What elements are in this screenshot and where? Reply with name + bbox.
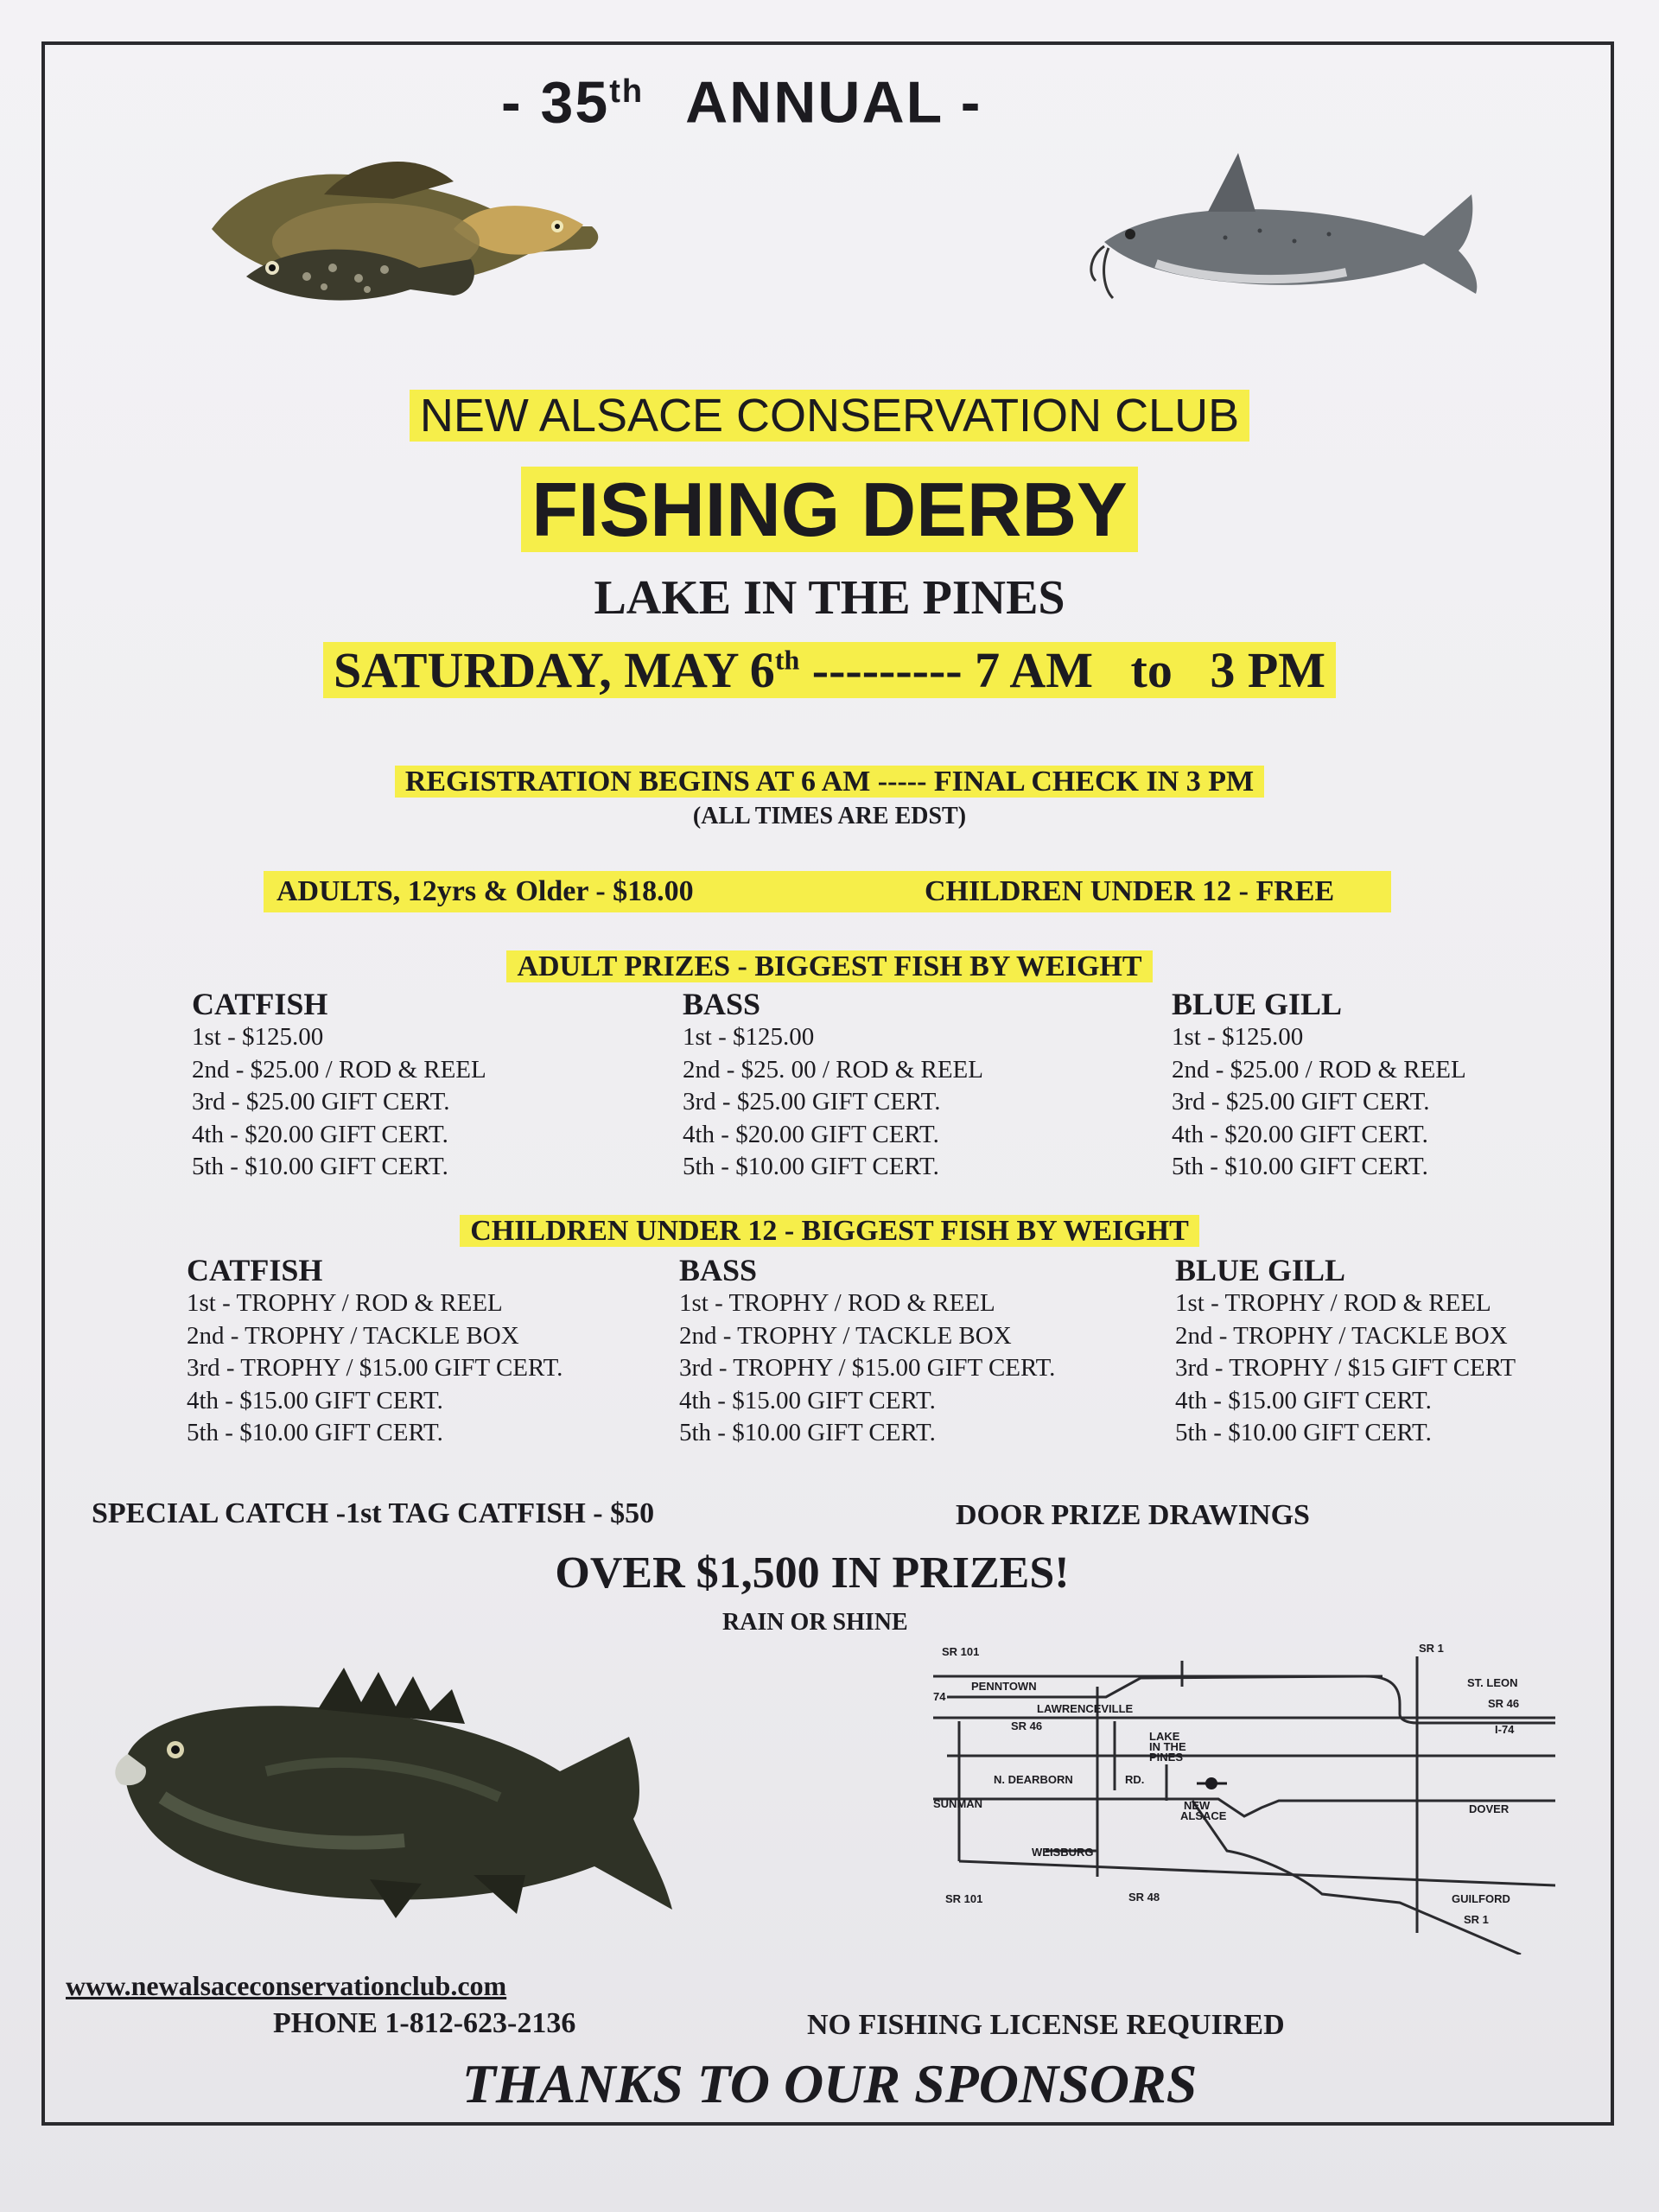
event-title <box>0 462 1659 557</box>
column-heading: CATFISH <box>187 1253 323 1287</box>
adult-prizes-title-text: ADULT PRIZES - BIGGEST FISH BY WEIGHT <box>506 950 1152 982</box>
website-link[interactable]: www.newalsaceconservationclub.com <box>66 1970 507 2001</box>
prize-line: 2nd - $25. 00 / ROD & REEL <box>683 1055 983 1084</box>
directions-map <box>933 1635 1555 1955</box>
prize-line: 2nd - TROPHY / TACKLE BOX <box>679 1321 1012 1350</box>
children-catfish-column <box>187 1253 563 1450</box>
club-name <box>0 387 1659 444</box>
map-label: ALSACE <box>1180 1809 1227 1822</box>
prize-line: 4th - $20.00 GIFT CERT. <box>192 1120 448 1148</box>
prize-line: 5th - $10.00 GIFT CERT. <box>187 1419 443 1446</box>
date-line <box>0 629 1659 702</box>
rain-or-shine: RAIN OR SHINE <box>722 1609 908 1636</box>
fees-children: CHILDREN UNDER 12 - FREE <box>925 875 1335 907</box>
road-dover <box>933 1799 1555 1816</box>
annual-prefix: - 35 <box>501 69 610 136</box>
fees-adults: ADULTS, 12yrs & Older - $18.00 <box>276 875 694 907</box>
door-prize: DOOR PRIZE DRAWINGS <box>956 1499 1310 1531</box>
map-label: SR 1 <box>1464 1913 1489 1926</box>
map-label: SR 46 <box>1488 1697 1520 1710</box>
license-note: NO FISHING LICENSE REQUIRED <box>807 2009 1285 2041</box>
date-line-text <box>323 642 1336 698</box>
registration-text: REGISTRATION BEGINS AT 6 AM ----- FINAL CHECK IN 3 PM <box>395 766 1264 798</box>
prize-line: 3rd - TROPHY / $15.00 GIFT CERT. <box>679 1354 1056 1382</box>
map-label: N. DEARBORN <box>994 1773 1073 1786</box>
location <box>0 570 1659 626</box>
prize-line: 1st - $125.00 <box>192 1023 324 1051</box>
map-label: 74 <box>933 1690 946 1703</box>
map-label: SR 101 <box>945 1892 983 1905</box>
annual-suffix: ANNUAL - <box>685 69 982 136</box>
date-time: --------- 7 AM to 3 PM <box>799 642 1326 699</box>
sponsors-thanks: THANKS TO OUR SPONSORS <box>461 2053 1198 2114</box>
prize-line: 5th - $10.00 GIFT CERT. <box>1175 1419 1432 1446</box>
special-catch: SPECIAL CATCH -1st TAG CATFISH - $50 <box>92 1497 655 1529</box>
phone-number: PHONE 1-812-623-2136 <box>273 2007 576 2039</box>
map-label: NEW <box>1184 1799 1211 1812</box>
adult-catfish-column <box>192 987 486 1184</box>
map-label: PENNTOWN <box>971 1680 1037 1693</box>
prize-line: 1st - TROPHY / ROD & REEL <box>1175 1289 1491 1317</box>
prize-line: 5th - $10.00 GIFT CERT. <box>1172 1153 1428 1180</box>
children-prizes-title-text: CHILDREN UNDER 12 - BIGGEST FISH BY WEIGHT <box>460 1215 1199 1247</box>
prize-line: 5th - $10.00 GIFT CERT. <box>679 1419 936 1446</box>
children-prizes-title <box>0 1211 1659 1251</box>
map-label: SUNMAN <box>933 1797 983 1810</box>
map-label: LAKE <box>1149 1730 1180 1743</box>
column-heading: CATFISH <box>192 987 328 1021</box>
map-label: DOVER <box>1469 1802 1510 1815</box>
map-label: SR 101 <box>942 1645 980 1658</box>
adult-bass-column <box>683 987 983 1184</box>
prize-line: 2nd - TROPHY / TACKLE BOX <box>1175 1321 1508 1350</box>
prize-line: 3rd - $25.00 GIFT CERT. <box>683 1088 941 1116</box>
map-label: PINES <box>1149 1751 1184 1764</box>
prize-line: 3rd - $25.00 GIFT CERT. <box>192 1088 450 1116</box>
map-label: GUILFORD <box>1452 1892 1510 1905</box>
prize-line: 4th - $15.00 GIFT CERT. <box>187 1386 443 1414</box>
map-roads <box>933 1656 1555 1955</box>
annual-heading <box>501 57 982 137</box>
prize-line: 2nd - $25.00 / ROD & REEL <box>1172 1055 1466 1084</box>
road-sr48 <box>959 1861 1555 1885</box>
map-label: RD. <box>1125 1773 1145 1786</box>
column-heading: BASS <box>683 987 761 1021</box>
map-label: SR 46 <box>1011 1719 1043 1732</box>
children-bass-column <box>679 1253 1055 1450</box>
annual-sup: th <box>609 73 645 110</box>
map-label: I-74 <box>1495 1723 1515 1736</box>
event-title-text: FISHING DERBY <box>521 467 1137 552</box>
map-label: IN THE <box>1149 1740 1186 1753</box>
map-label: ST. LEON <box>1467 1676 1518 1689</box>
prize-line: 5th - $10.00 GIFT CERT. <box>683 1153 939 1180</box>
adult-bluegill-column <box>1172 987 1466 1184</box>
map-label: LAWRENCEVILLE <box>1037 1702 1134 1715</box>
catfish-illustration <box>1087 151 1484 302</box>
prize-line: 4th - $15.00 GIFT CERT. <box>1175 1386 1432 1414</box>
date-sup: th <box>774 645 800 676</box>
prize-line: 1st - $125.00 <box>683 1023 815 1051</box>
prize-line: 3rd - TROPHY / $15 GIFT CERT <box>1175 1354 1516 1382</box>
prize-line: 4th - $15.00 GIFT CERT. <box>679 1386 936 1414</box>
prize-line: 1st - $125.00 <box>1172 1023 1304 1051</box>
column-heading: BASS <box>679 1253 758 1287</box>
prize-line: 3rd - TROPHY / $15.00 GIFT CERT. <box>187 1354 563 1382</box>
bluegill-fish-illustration <box>194 147 609 307</box>
bass-fish-illustration <box>111 1668 698 1927</box>
column-heading: BLUE GILL <box>1175 1253 1346 1287</box>
registration-line <box>0 762 1659 802</box>
prize-line: 2nd - $25.00 / ROD & REEL <box>192 1055 486 1084</box>
prize-line: 1st - TROPHY / ROD & REEL <box>679 1289 995 1317</box>
map-label: SR 48 <box>1128 1891 1160 1904</box>
prize-line: 4th - $20.00 GIFT CERT. <box>1172 1120 1428 1148</box>
adult-prizes-title <box>0 947 1659 987</box>
column-heading: BLUE GILL <box>1172 987 1343 1021</box>
location-text: LAKE IN THE PINES <box>594 571 1065 625</box>
prize-line: 3rd - $25.00 GIFT CERT. <box>1172 1088 1430 1116</box>
map-label: SR 1 <box>1419 1642 1444 1655</box>
prize-line: 2nd - TROPHY / TACKLE BOX <box>187 1321 519 1350</box>
date-day: SATURDAY, MAY 6 <box>333 642 775 699</box>
total-prizes: OVER $1,500 IN PRIZES! <box>555 1548 1070 1598</box>
prize-line: 5th - $10.00 GIFT CERT. <box>192 1153 448 1180</box>
road-main <box>947 1676 1555 1723</box>
prize-line: 4th - $20.00 GIFT CERT. <box>683 1120 939 1148</box>
registration-note: (ALL TIMES ARE EDST) <box>692 803 967 830</box>
map-label: WEISBURG <box>1032 1846 1094 1859</box>
children-bluegill-column <box>1175 1253 1516 1450</box>
prize-line: 1st - TROPHY / ROD & REEL <box>187 1289 503 1317</box>
club-name-text: NEW ALSACE CONSERVATION CLUB <box>410 390 1249 442</box>
